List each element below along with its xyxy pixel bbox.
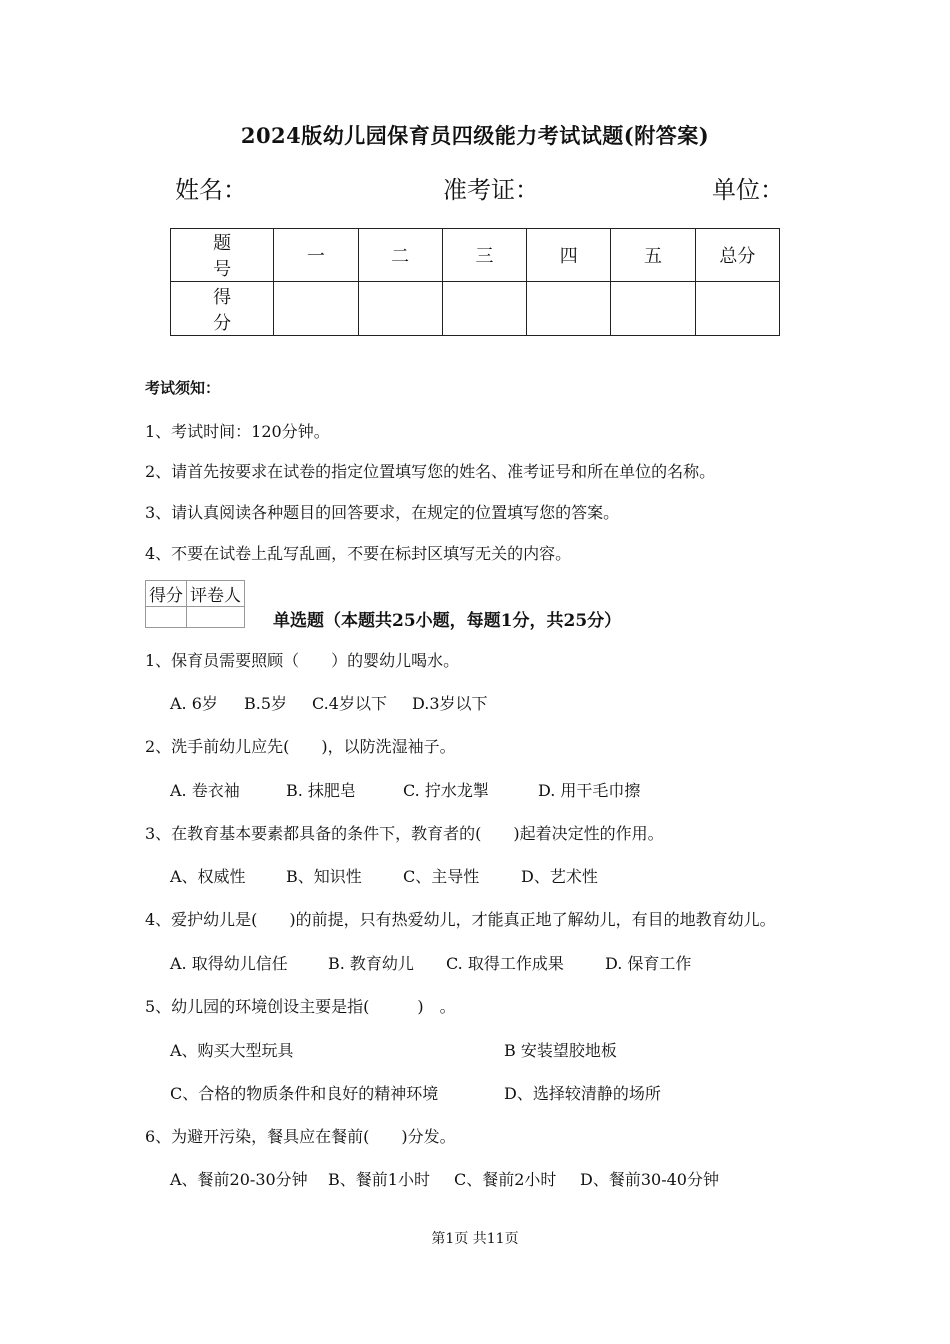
notice-heading: 考试须知：: [145, 379, 221, 397]
grader-score-cell: [146, 607, 187, 628]
question-option: C、合格的物质条件和良好的精神环境: [170, 1084, 439, 1103]
question-option: A、权威性: [170, 867, 246, 886]
score-header-3: 三: [442, 229, 526, 282]
name-label: 姓名：: [175, 176, 247, 204]
score-table-header-row: [171, 229, 780, 282]
question-option: D. 保育工作: [605, 954, 692, 973]
score-table-score-row: [171, 282, 780, 336]
question-stem: 1、保育员需要照顾（ ）的婴幼儿喝水。: [145, 651, 460, 670]
score-label: 得 分: [171, 282, 274, 336]
question-option: C、餐前2小时: [454, 1170, 557, 1189]
grader-box: [145, 580, 245, 628]
question-stem: 4、爱护幼儿是( )的前提，只有热爱幼儿，才能真正地了解幼儿，有目的地教育幼儿。: [145, 910, 776, 929]
question-option: D.3岁以下: [412, 694, 488, 713]
question-option: C、主导性: [403, 867, 480, 886]
question-number-label: 题 号: [171, 229, 274, 282]
exam-number-label: 准考证：: [443, 176, 539, 204]
score-header-4: 四: [527, 229, 611, 282]
question-option: C. 取得工作成果: [446, 954, 564, 973]
score-cell-3: [442, 282, 526, 336]
score-header-1: 一: [274, 229, 358, 282]
question-option: C.4岁以下: [312, 694, 387, 713]
notice-item: 1、考试时间：120分钟。: [145, 422, 330, 441]
candidate-info-row: [175, 170, 785, 206]
score-table: [170, 228, 780, 336]
question-option: D. 用干毛巾擦: [538, 781, 641, 800]
question-stem: 6、为避开污染，餐具应在餐前( )分发。: [145, 1127, 456, 1146]
score-cell-5: [611, 282, 695, 336]
page-footer: 第1页 共11页: [431, 1231, 519, 1247]
question-option: C. 拧水龙掣: [403, 781, 489, 800]
score-cell-1: [274, 282, 358, 336]
question-option: A. 6岁: [170, 694, 218, 713]
score-cell-2: [358, 282, 442, 336]
grader-reviewer-cell: [187, 607, 245, 628]
question-option: D、餐前30-40分钟: [580, 1170, 719, 1189]
question-option: B 安装望胶地板: [504, 1041, 617, 1060]
score-cell-4: [527, 282, 611, 336]
question-option: B、餐前1小时: [328, 1170, 430, 1189]
section-title: 单选题（本题共25小题，每题1分，共25分）: [273, 611, 622, 631]
exam-title: 2024版幼儿园保育员四级能力考试试题(附答案): [240, 123, 710, 148]
question-option: A、餐前20-30分钟: [170, 1170, 308, 1189]
question-option: A、购买大型玩具: [170, 1041, 294, 1060]
question-option: B. 教育幼儿: [328, 954, 414, 973]
score-cell-total: [695, 282, 779, 336]
question-option: B. 抹肥皂: [286, 781, 356, 800]
question-stem: 2、洗手前幼儿应先( )，以防洗湿袖子。: [145, 737, 456, 756]
score-header-2: 二: [358, 229, 442, 282]
grader-reviewer-label: 评卷人: [187, 581, 245, 607]
question-stem: 3、在教育基本要素都具备的条件下，教育者的( )起着决定性的作用。: [145, 824, 664, 843]
notice-item: 2、请首先按要求在试卷的指定位置填写您的姓名、准考证号和所在单位的名称。: [145, 462, 716, 481]
question-option: B.5岁: [244, 694, 288, 713]
question-option: D、选择较清静的场所: [504, 1084, 661, 1103]
question-option: A. 取得幼儿信任: [170, 954, 288, 973]
notice-item: 4、不要在试卷上乱写乱画，不要在标封区填写无关的内容。: [145, 544, 572, 563]
notice-item: 3、请认真阅读各种题目的回答要求，在规定的位置填写您的答案。: [145, 503, 620, 522]
grader-score-label: 得分: [146, 581, 187, 607]
question-option: D、艺术性: [521, 867, 598, 886]
question-stem: 5、幼儿园的环境创设主要是指( ) 。: [145, 997, 456, 1016]
unit-label: 单位：: [712, 176, 784, 204]
question-option: B、知识性: [286, 867, 362, 886]
question-option: A. 卷衣袖: [170, 781, 240, 800]
score-header-total: 总分: [695, 229, 779, 282]
score-header-5: 五: [611, 229, 695, 282]
